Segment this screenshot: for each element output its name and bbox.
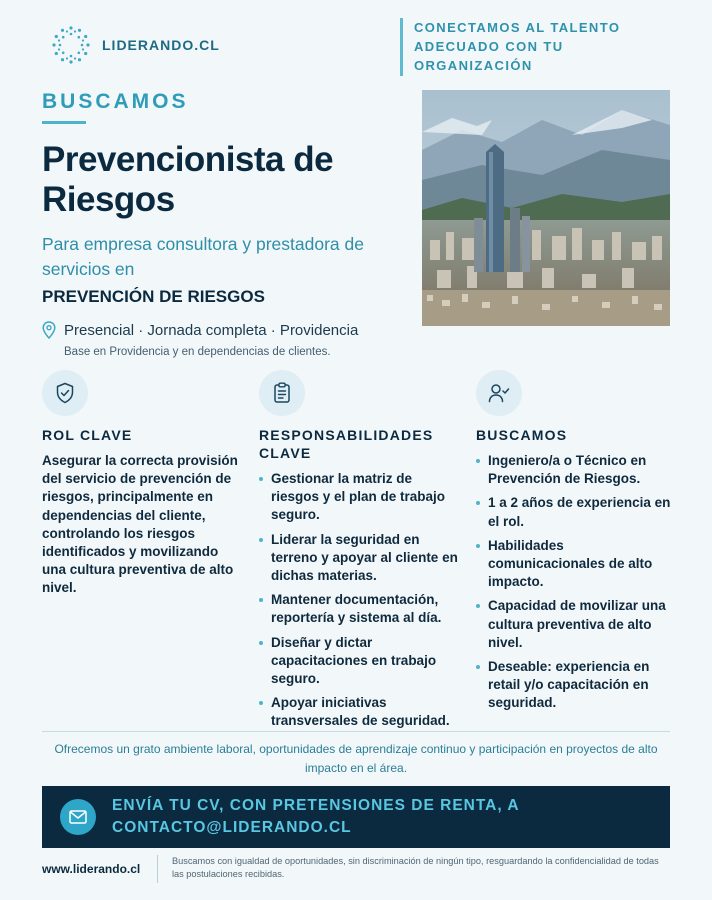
responsabilidades-list — [259, 470, 459, 731]
list-item: Mantener documentación, reportería y sistema al día. — [259, 591, 459, 627]
buscamos-list — [476, 452, 676, 713]
footer-note: Buscamos con igualdad de oportunidades, sin discriminación de ningún tipo, resguardando la confidencialidad de todas las postulaciones recibidas. — [172, 856, 659, 879]
column-responsabilidades — [259, 370, 459, 737]
responsabilidades-title: RESPONSABILIDADES CLAVE — [259, 427, 434, 461]
responsabilidades-icon-circle — [259, 370, 305, 416]
kicker-underline — [42, 121, 86, 124]
logo-text: LIDERANDO.CL — [102, 37, 220, 53]
section-divider — [42, 731, 670, 732]
job-sector: PREVENCIÓN DE RIESGOS — [42, 287, 265, 306]
buscamos-icon-circle — [476, 370, 522, 416]
list-item: Diseñar y dictar capacitaciones en trabajo seguro. — [259, 634, 459, 689]
offer-text: Ofrecemos un grato ambiente laboral, oportunidades de aprendizaje continuo y participación en proyectos de alto impacto en el área. — [54, 742, 658, 775]
buscamos-title: BUSCAMOS — [476, 427, 568, 443]
location — [42, 321, 358, 339]
list-item: 1 a 2 años de experiencia en el rol. — [476, 494, 676, 530]
column-buscamos — [476, 370, 676, 719]
logo — [50, 24, 220, 66]
list-item: Habilidades comunicacionales de alto impacto. — [476, 537, 676, 592]
list-item: Gestionar la matriz de riesgos y el plan de trabajo seguro. — [259, 470, 459, 525]
footer-divider — [157, 855, 158, 883]
tagline: CONECTAMOS AL TALENTO ADECUADO CON TU ORGANIZACIÓN — [414, 20, 621, 73]
rol-body: Asegurar la correcta provisión del servicio de prevención de riesgos, principalmente en dependencias del cliente, controlando los riesgos identificados y movilizando una cultura preventiva de alto nivel. — [42, 453, 238, 596]
user-check-icon — [488, 383, 510, 403]
tagline-divider — [400, 18, 403, 76]
cta-icon-circle — [60, 799, 96, 835]
rol-icon-circle — [42, 370, 88, 416]
mail-icon — [69, 810, 87, 824]
location-text: Presencial · Jornada completa · Providencia — [64, 321, 359, 339]
list-item: Apoyar iniciativas transversales de seguridad. — [259, 694, 459, 730]
logo-dots-icon — [50, 24, 92, 66]
footer-website-link[interactable]: www.liderando.cl — [42, 862, 141, 876]
list-item: Liderar la seguridad en terreno y apoyar al cliente en dichas materias. — [259, 531, 459, 586]
shield-check-icon — [55, 382, 75, 404]
list-item: Deseable: experiencia en retail y/o capacitación en seguridad. — [476, 658, 676, 713]
job-subtitle: Para empresa consultora y prestadora de servicios en — [42, 234, 364, 279]
list-item: Capacidad de movilizar una cultura preventiva de alto nivel. — [476, 597, 676, 652]
clipboard-icon — [273, 382, 291, 404]
rol-title: ROL CLAVE — [42, 427, 133, 443]
location-pin-icon — [42, 321, 56, 339]
city-skyline-image — [422, 90, 670, 326]
list-item: Ingeniero/a o Técnico en Prevención de Riesgos. — [476, 452, 676, 488]
kicker: BUSCAMOS — [42, 90, 189, 113]
cta-text: ENVÍA TU CV, CON PRETENSIONES DE RENTA, A CONTACTO@LIDERANDO.CL — [112, 797, 520, 836]
job-title: Prevencionista de Riesgos — [42, 140, 334, 219]
cta-banner[interactable] — [42, 786, 670, 848]
column-rol-clave — [42, 370, 242, 598]
location-base: Base en Providencia y en dependencias de clientes. — [64, 346, 331, 358]
